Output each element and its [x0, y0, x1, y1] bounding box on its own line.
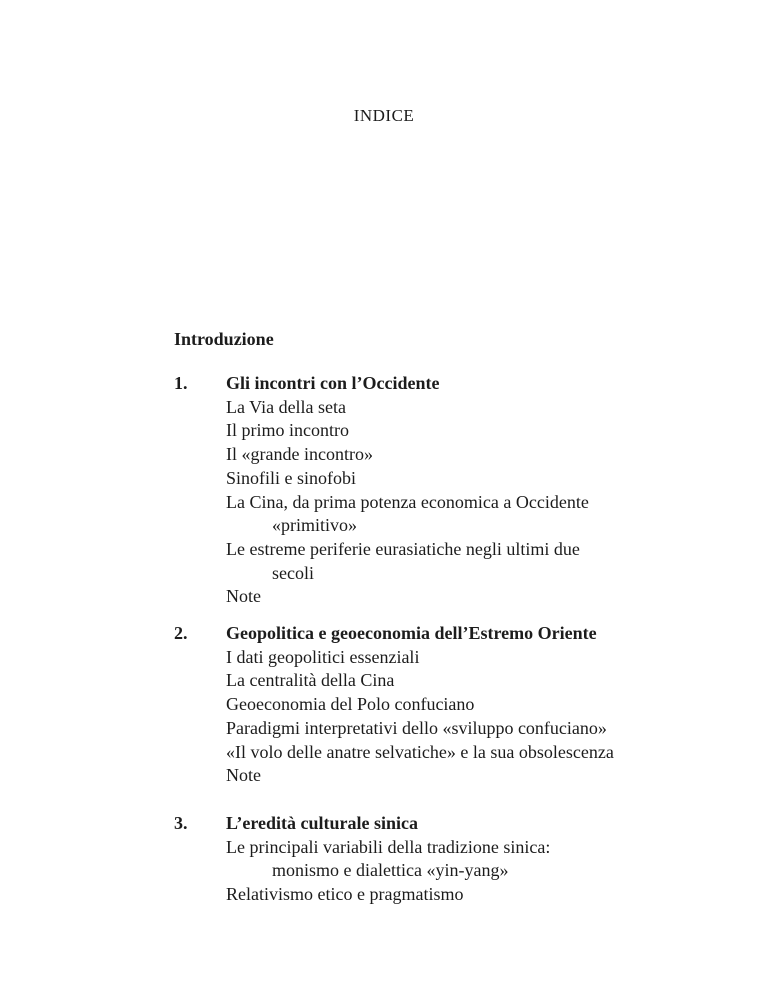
- toc-chapter-2: [174, 622, 694, 788]
- toc-entry: «Il volo delle anatre selvatiche» e la sua obsolescenza: [226, 741, 614, 762]
- chapter-title: Geopolitica e geoeconomia dell’Estremo Oriente: [226, 623, 597, 643]
- page-title: INDICE: [353, 106, 415, 125]
- toc-chapter-1: [174, 372, 694, 609]
- toc-entry: Il primo incontro: [226, 420, 349, 441]
- chapter-number: 1.: [174, 373, 188, 393]
- chapter-title: L’eredità culturale sinica: [226, 813, 418, 833]
- chapter-number: 3.: [174, 813, 188, 833]
- toc-entry: Le principali variabili della tradizione sinica: monismo e dialettica «yin-yang»: [226, 836, 551, 881]
- toc-entry: Note: [226, 765, 261, 786]
- chapter-title: Gli incontri con l’Occidente: [226, 373, 440, 393]
- toc-entry: Geoeconomia del Polo confuciano: [226, 694, 475, 715]
- toc-entry: La Cina, da prima potenza economica a Occidente «primitivo»: [226, 491, 589, 536]
- toc-introduction: Introduzione: [174, 329, 274, 349]
- toc-entry: Paradigmi interpretativi dello «sviluppo confuciano»: [226, 717, 607, 738]
- toc-entry: Relativismo etico e pragmatismo: [226, 884, 464, 905]
- toc-entry: Sinofili e sinofobi: [226, 467, 356, 488]
- toc-entry: La Via della seta: [226, 396, 347, 417]
- chapter-number: 2.: [174, 623, 188, 643]
- toc-entry: La centralità della Cina: [226, 670, 395, 691]
- toc-entry: Note: [226, 586, 261, 607]
- toc-entry: I dati geopolitici essenziali: [226, 646, 420, 667]
- toc-chapter-3: [174, 812, 694, 907]
- toc-entry: Le estreme periferie eurasiatiche negli ultimi due secoli: [226, 538, 580, 583]
- toc-entry: Il «grande incontro»: [226, 444, 373, 465]
